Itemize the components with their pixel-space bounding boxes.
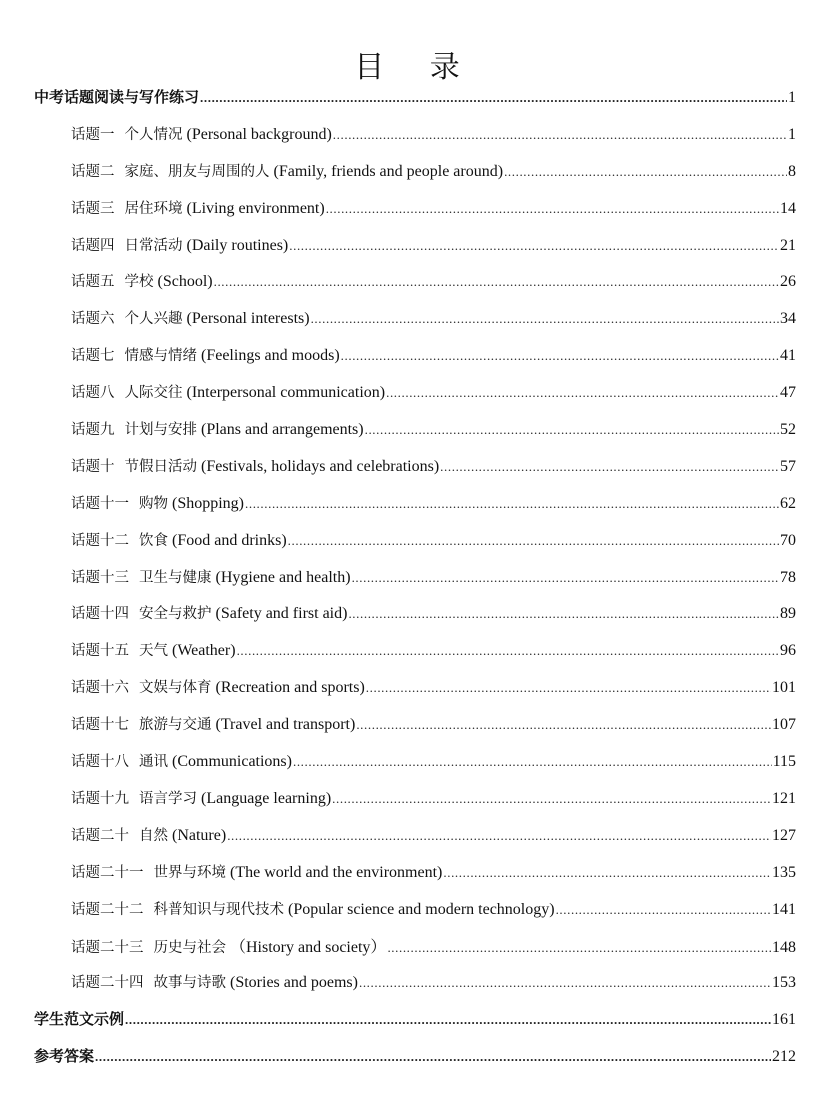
topic-label: 话题二十一 bbox=[71, 864, 144, 881]
dot-leader bbox=[125, 1012, 771, 1028]
topic-english-title: (Safety and first aid) bbox=[215, 605, 348, 623]
toc-entry[interactable] bbox=[0, 529, 832, 566]
topic-english-title: (The world and the environment) bbox=[230, 863, 443, 881]
page-number: 57 bbox=[780, 457, 796, 475]
toc-entry[interactable] bbox=[0, 455, 832, 492]
topic-label: 话题十二 bbox=[71, 532, 129, 549]
topic-label: 话题四 bbox=[71, 237, 115, 254]
topic-label: 话题十 bbox=[71, 458, 115, 475]
dot-leader bbox=[348, 606, 779, 622]
topic-label: 话题二十三 bbox=[71, 940, 144, 957]
page-number: 96 bbox=[780, 642, 796, 660]
topic-label: 话题二十二 bbox=[71, 901, 144, 918]
toc-entry[interactable] bbox=[0, 898, 832, 935]
topic-label: 话题十七 bbox=[71, 717, 129, 734]
page-number: 8 bbox=[788, 162, 796, 180]
toc-entry[interactable] bbox=[0, 639, 832, 676]
page-number: 135 bbox=[772, 863, 796, 881]
topic-english-title: （History and society） bbox=[230, 939, 387, 957]
dot-leader bbox=[504, 164, 787, 180]
topic-english-title: (Language learning) bbox=[201, 789, 332, 807]
topic-chinese-title: 天气 bbox=[139, 643, 168, 660]
topic-english-title: (Nature) bbox=[172, 826, 227, 844]
dot-leader bbox=[200, 90, 787, 106]
page-number: 141 bbox=[772, 900, 796, 918]
toc-entry[interactable] bbox=[0, 602, 832, 639]
toc-entry[interactable] bbox=[0, 750, 832, 787]
topic-english-title: (Communications) bbox=[172, 753, 292, 771]
page-number: 41 bbox=[780, 347, 796, 365]
topic-chinese-title: 日常活动 bbox=[124, 237, 183, 254]
page-number: 26 bbox=[780, 273, 796, 291]
topic-english-title: (Stories and poems) bbox=[230, 974, 358, 992]
toc-entry[interactable] bbox=[0, 197, 832, 234]
toc-entry[interactable] bbox=[0, 270, 832, 307]
toc-entry[interactable] bbox=[0, 971, 832, 1008]
topic-english-title: (Personal background) bbox=[186, 125, 332, 143]
page-number: 89 bbox=[780, 605, 796, 623]
topic-english-title: (Popular science and modern technology) bbox=[288, 900, 555, 918]
toc-entry[interactable] bbox=[0, 787, 832, 824]
toc-entry[interactable] bbox=[0, 676, 832, 713]
topic-label: 话题十四 bbox=[71, 606, 129, 623]
topic-label: 话题十六 bbox=[71, 680, 129, 697]
topic-english-title: (Family, friends and people around) bbox=[273, 162, 504, 180]
topic-label: 话题十一 bbox=[71, 495, 129, 512]
page-number: 34 bbox=[780, 310, 796, 328]
topic-label: 话题二十四 bbox=[71, 975, 144, 992]
topic-chinese-title: 饮食 bbox=[139, 532, 168, 549]
dot-leader bbox=[289, 238, 779, 254]
dot-leader bbox=[387, 940, 771, 956]
toc-entry[interactable] bbox=[0, 381, 832, 418]
dot-leader bbox=[214, 274, 779, 290]
dot-leader bbox=[237, 643, 779, 659]
dot-leader bbox=[440, 459, 779, 475]
topic-chinese-title: 居住环境 bbox=[124, 200, 183, 217]
topic-chinese-title: 计划与安排 bbox=[124, 422, 197, 439]
page-number: 107 bbox=[772, 716, 796, 734]
topic-chinese-title: 安全与救护 bbox=[139, 606, 212, 623]
page-number: 161 bbox=[772, 1011, 796, 1029]
topic-chinese-title: 历史与社会 bbox=[153, 940, 226, 957]
page-number: 115 bbox=[772, 753, 796, 771]
dot-leader bbox=[333, 127, 787, 143]
topic-english-title: (Plans and arrangements) bbox=[201, 421, 364, 439]
dot-leader bbox=[293, 754, 772, 770]
page-number: 62 bbox=[780, 494, 796, 512]
topic-english-title: (Hygiene and health) bbox=[215, 568, 351, 586]
section-title: 参考答案 bbox=[34, 1047, 95, 1066]
page-number: 1 bbox=[788, 125, 796, 143]
toc-entry[interactable] bbox=[0, 713, 832, 750]
topic-chinese-title: 节假日活动 bbox=[124, 458, 197, 475]
dot-leader bbox=[288, 533, 779, 549]
page-number: 21 bbox=[780, 236, 796, 254]
topic-chinese-title: 自然 bbox=[139, 827, 168, 844]
dot-leader bbox=[356, 717, 771, 733]
topic-label: 话题五 bbox=[71, 274, 115, 291]
topic-chinese-title: 文娱与体育 bbox=[139, 680, 212, 697]
dot-leader bbox=[386, 385, 779, 401]
dot-leader bbox=[556, 902, 771, 918]
toc-entry[interactable] bbox=[0, 234, 832, 271]
topic-chinese-title: 学校 bbox=[124, 274, 154, 291]
page-number: 70 bbox=[780, 531, 796, 549]
dot-leader bbox=[352, 570, 779, 586]
topic-english-title: (Travel and transport) bbox=[215, 716, 356, 734]
topic-chinese-title: 家庭、朋友与周围的人 bbox=[124, 163, 270, 180]
section-title: 中考话题阅读与写作练习 bbox=[34, 88, 200, 106]
topic-chinese-title: 人际交往 bbox=[124, 385, 183, 402]
topic-chinese-title: 购物 bbox=[139, 495, 168, 512]
topic-english-title: (Living environment) bbox=[186, 199, 325, 217]
dot-leader bbox=[443, 865, 771, 881]
topic-label: 话题十五 bbox=[71, 643, 129, 660]
topic-english-title: (School) bbox=[157, 273, 213, 291]
topic-label: 话题七 bbox=[71, 348, 115, 365]
toc-entry[interactable] bbox=[0, 344, 832, 381]
toc-entry[interactable] bbox=[0, 861, 832, 898]
topic-chinese-title: 个人兴趣 bbox=[124, 311, 183, 328]
topic-chinese-title: 世界与环境 bbox=[153, 864, 226, 881]
toc-entry[interactable] bbox=[0, 566, 832, 603]
topic-chinese-title: 情感与情绪 bbox=[124, 348, 197, 365]
toc-entry[interactable] bbox=[0, 86, 832, 123]
topic-label: 话题二 bbox=[71, 163, 115, 180]
toc-entry[interactable] bbox=[0, 824, 832, 861]
topic-label: 话题十三 bbox=[71, 569, 129, 586]
toc-entry[interactable] bbox=[0, 307, 832, 344]
dot-leader bbox=[365, 422, 779, 438]
topic-chinese-title: 卫生与健康 bbox=[139, 569, 212, 586]
topic-chinese-title: 旅游与交通 bbox=[139, 717, 212, 734]
dot-leader bbox=[95, 1049, 771, 1065]
topic-english-title: (Festivals, holidays and celebrations) bbox=[201, 457, 440, 475]
topic-label: 话题十八 bbox=[71, 754, 129, 771]
topic-label: 话题八 bbox=[71, 385, 115, 402]
dot-leader bbox=[245, 496, 779, 512]
section-title: 学生范文示例 bbox=[34, 1010, 125, 1029]
page-number: 121 bbox=[772, 789, 796, 807]
page-number: 127 bbox=[772, 826, 796, 844]
topic-label: 话题六 bbox=[71, 311, 115, 328]
topic-english-title: (Feelings and moods) bbox=[201, 347, 340, 365]
table-of-contents bbox=[0, 86, 832, 1082]
topic-english-title: (Food and drinks) bbox=[172, 531, 287, 549]
page-number: 47 bbox=[780, 384, 796, 402]
page-number: 101 bbox=[772, 679, 796, 697]
topic-chinese-title: 个人情况 bbox=[124, 126, 183, 143]
page-number: 52 bbox=[780, 421, 796, 439]
page-number: 78 bbox=[780, 568, 796, 586]
toc-entry[interactable] bbox=[0, 1008, 832, 1045]
topic-english-title: (Shopping) bbox=[172, 494, 244, 512]
dot-leader bbox=[359, 975, 771, 991]
dot-leader bbox=[341, 348, 779, 364]
topic-chinese-title: 语言学习 bbox=[139, 790, 197, 807]
topic-label: 话题十九 bbox=[71, 790, 129, 807]
page-title: 目 录 bbox=[354, 50, 478, 86]
dot-leader bbox=[326, 201, 779, 217]
toc-entry[interactable] bbox=[0, 492, 832, 529]
dot-leader bbox=[311, 311, 779, 327]
dot-leader bbox=[366, 680, 771, 696]
topic-chinese-title: 故事与诗歌 bbox=[153, 975, 226, 992]
toc-entry[interactable] bbox=[0, 1045, 832, 1082]
topic-label: 话题九 bbox=[71, 422, 115, 439]
dot-leader bbox=[332, 791, 771, 807]
page-number: 153 bbox=[772, 974, 796, 992]
topic-chinese-title: 通讯 bbox=[139, 754, 168, 771]
topic-label: 话题三 bbox=[71, 200, 115, 217]
topic-english-title: (Weather) bbox=[172, 642, 236, 660]
topic-chinese-title: 科普知识与现代技术 bbox=[153, 901, 284, 918]
page-number: 1 bbox=[788, 89, 796, 106]
topic-label: 话题二十 bbox=[71, 827, 129, 844]
toc-entry[interactable] bbox=[0, 160, 832, 197]
topic-english-title: (Personal interests) bbox=[186, 310, 310, 328]
toc-entry[interactable] bbox=[0, 418, 832, 455]
page-number: 148 bbox=[772, 939, 796, 957]
toc-entry[interactable] bbox=[0, 123, 832, 160]
dot-leader bbox=[227, 828, 771, 844]
toc-entry[interactable] bbox=[0, 934, 832, 971]
topic-english-title: (Interpersonal communication) bbox=[186, 384, 386, 402]
page-number: 212 bbox=[772, 1048, 796, 1066]
topic-english-title: (Recreation and sports) bbox=[215, 679, 365, 697]
topic-label: 话题一 bbox=[71, 126, 115, 143]
topic-english-title: (Daily routines) bbox=[186, 236, 289, 254]
page-number: 14 bbox=[780, 199, 796, 217]
